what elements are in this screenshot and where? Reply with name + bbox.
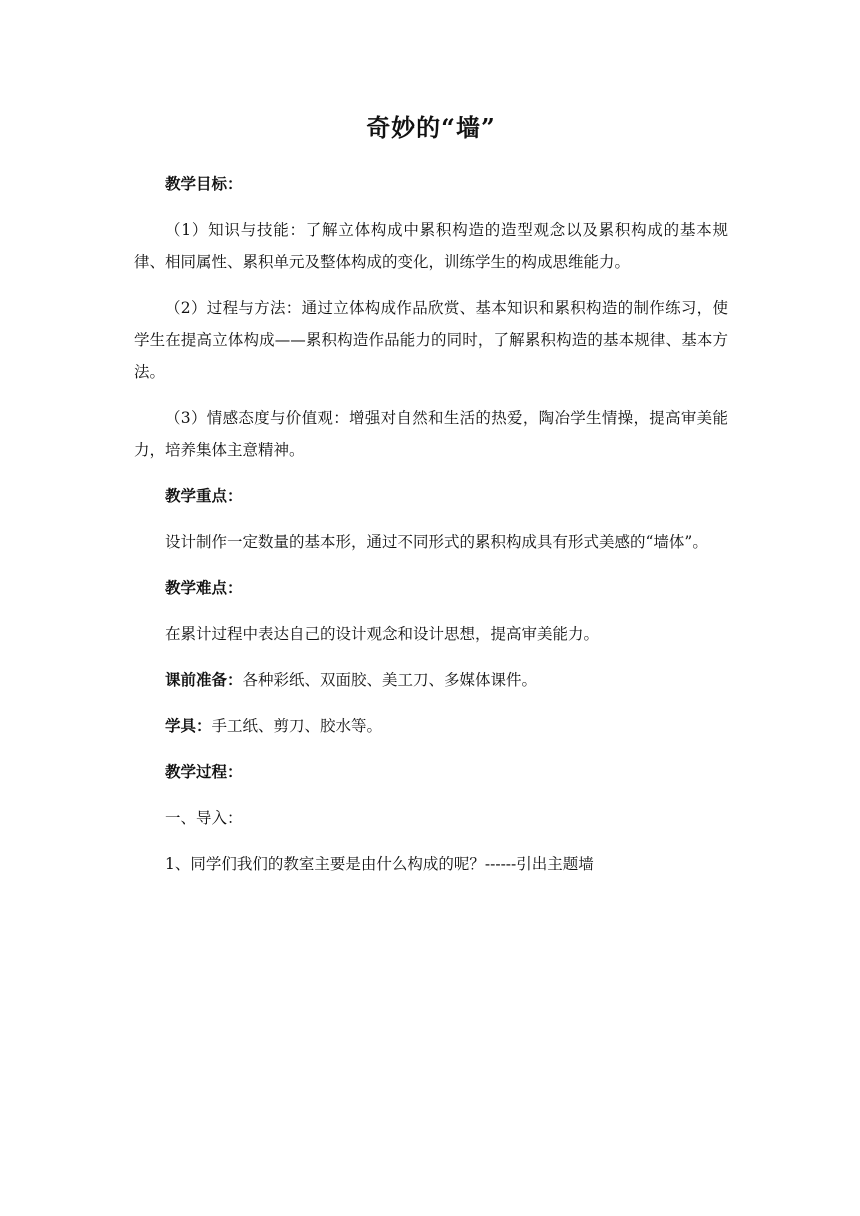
objective-process: （2）过程与方法：通过立体构成作品欣赏、基本知识和累积构造的制作练习，使学生在提高立体构成——累积构造作品能力的同时，了解累积构造的基本规律、基本方法。 [134,299,728,381]
difficulties-text: 在累计过程中表达自己的设计观念和设计思想，提高审美能力。 [165,625,600,643]
intro-step-1: 1、同学们我们的教室主要是由什么构成的呢？------引出主题墙 [165,855,594,873]
preparation-text: 各种彩纸、双面胶、美工刀、多媒体课件。 [242,671,538,689]
process-heading: 教学过程： [165,762,243,781]
preparation-line [134,664,728,696]
preparation-label: 课前准备： [165,670,243,689]
document-body [134,108,728,894]
tools-text: 手工纸、剪刀、胶水等。 [211,717,383,735]
tools-line [134,710,728,742]
key-points-heading: 教学重点： [165,486,243,505]
objective-emotion: （3）情感态度与价值观：增强对自然和生活的热爱，陶冶学生情操，提高审美能力，培养集体主意精神。 [134,409,728,459]
tools-label: 学具： [165,716,212,735]
difficulties-heading: 教学难点： [165,578,243,597]
key-points-text: 设计制作一定数量的基本形，通过不同形式的累积构成具有形式美感的“墙体”。 [165,533,708,551]
section-intro: 一、导入： [165,809,243,827]
objectives-heading: 教学目标： [165,174,243,193]
document-title: 奇妙的“墙” [366,113,496,142]
objective-knowledge: （1）知识与技能：了解立体构成中累积构造的造型观念以及累积构成的基本规律、相同属性、累积单元及整体构成的变化，训练学生的构成思维能力。 [134,221,728,271]
